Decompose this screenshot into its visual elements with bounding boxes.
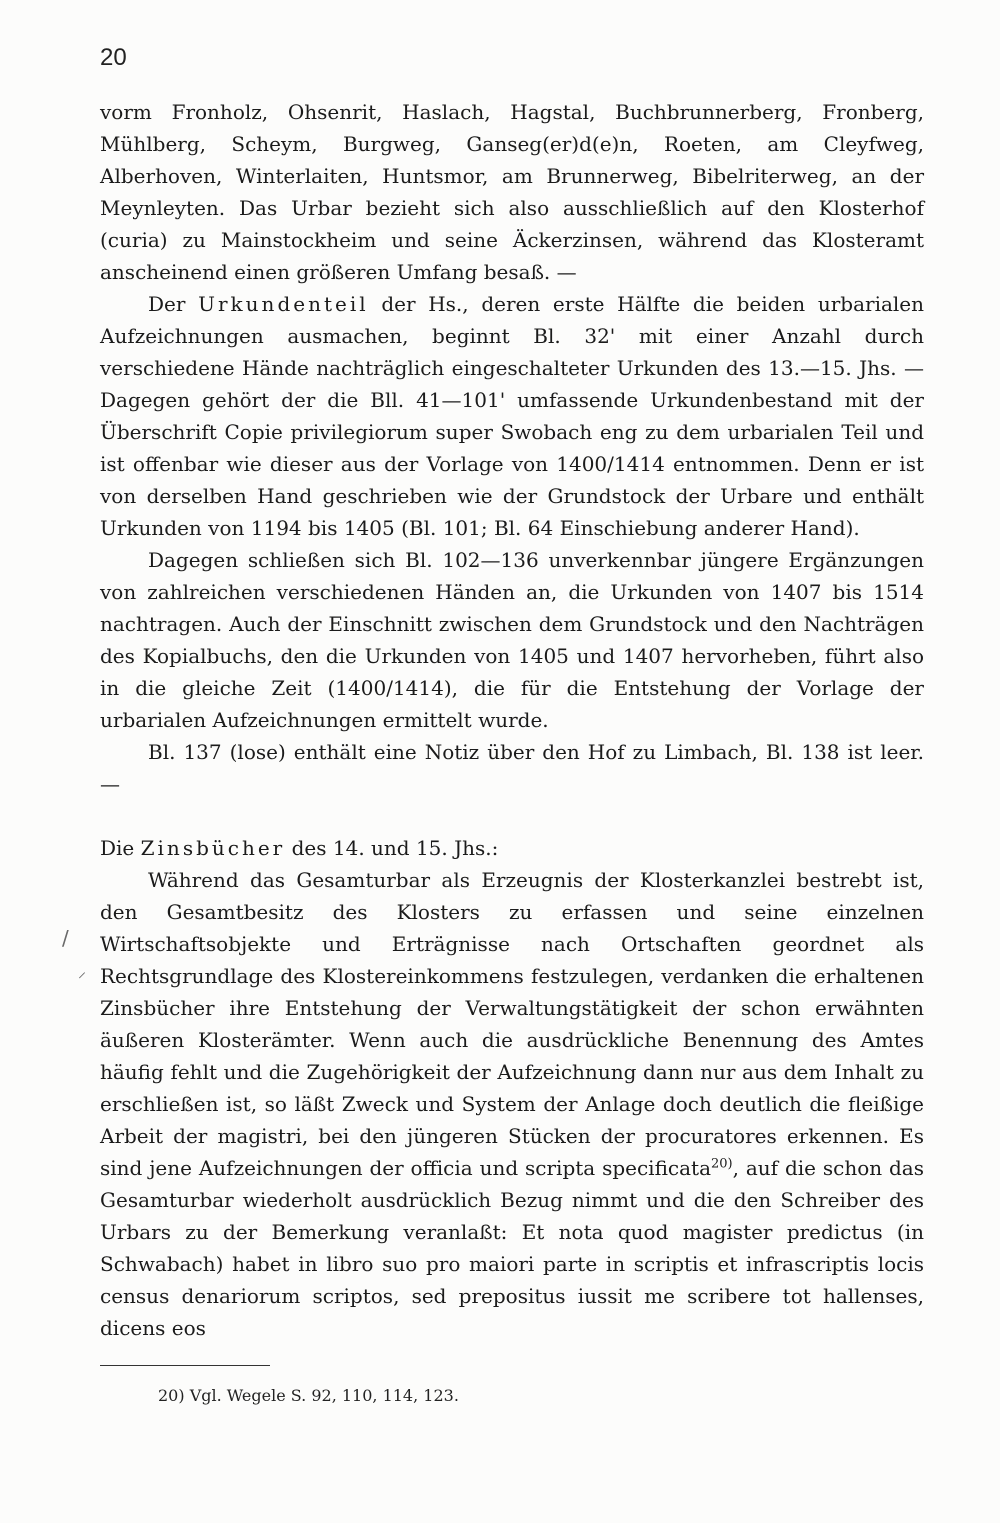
- body-text: [100, 96, 924, 1344]
- margin-pencil-mark: /: [62, 926, 69, 950]
- footnote-divider: [100, 1365, 270, 1366]
- paragraph: [100, 864, 924, 1344]
- paragraph-text: Während das Gesamturbar als Erzeugnis der Klosterkanzlei bestrebt ist, den Gesamtbesitz des Klosters zu erfassen und seine einzelnen Wirtschaftsobjekte und Erträgnisse nach Ortschaften geordnet als Rechtsgrundlage des Klostereinkommens festzulegen, verdanken die erhaltenen Zinsbücher ihre Entstehung der Verwaltungstätigkeit der schon erwähnten äußeren Klosterämter. Wenn auch die ausdrückliche Benennung des Amtes häufig fehlt und die Zugehörigkeit der Aufzeichnung dann nur aus dem Inhalt zu erschließen ist, so läßt Zweck und System der Anlage doch deutlich die fleißige Arbeit der magistri, bei den jüngeren Stücken der procuratores erkennen. Es sind jene Aufzeichnungen der officia und scripta specificata: [100, 868, 924, 1180]
- emphasized-term: Urkundenteil: [198, 292, 369, 316]
- paragraph-text: , auf die schon das Gesamturbar wiederholt ausdrücklich Bezug nimmt und die den Schreiber des Urbars zu der Bemerkung veranlaßt: Et nota quod magister predictus (in Schwabach) habet in libro suo pro maiori parte in scriptis et infrascriptis locis census denariorum scriptos, sed prepositus iussit me scribere tot hallenses, dicens eos: [100, 1156, 924, 1340]
- footnote-reference: 20): [711, 1156, 733, 1172]
- heading-rest: des 14. und 15. Jhs.:: [291, 836, 499, 860]
- margin-pencil-mark: ⸝: [78, 962, 87, 981]
- footnote: 20) Vgl. Wegele S. 92, 110, 114, 123.: [158, 1386, 459, 1405]
- heading-spaced-term: Zinsbücher: [140, 836, 286, 860]
- section-heading: [100, 832, 924, 864]
- heading-lead: Die: [100, 836, 135, 860]
- page-number: 20: [100, 44, 127, 71]
- paragraph-lead: Der: [148, 292, 186, 316]
- paragraph: Bl. 137 (lose) enthält eine Notiz über den Hof zu Limbach, Bl. 138 ist leer. —: [100, 740, 924, 796]
- paragraph-text: der Hs., deren erste Hälfte die beiden urbarialen Aufzeichnungen ausmachen, beginnt Bl. 32' mit einer Anzahl durch verschiedene Hände nachträglich eingeschalteter Urkunden des 13.—15. Jhs. — Dagegen gehört der die Bll. 41—101' umfassende Urkundenbestand mit der Überschrift Copie privilegiorum super Swobach eng zu dem urbarialen Teil und ist offenbar wie dieser aus der Vorlage von 1400/1414 entnommen. Denn er ist von derselben Hand geschrieben wie der Grundstock der Urbare und enthält Urkunden von 1194 bis 1405 (Bl. 101; Bl. 64 Einschiebung anderer Hand).: [100, 292, 925, 540]
- paragraph: vorm Fronholz, Ohsenrit, Haslach, Hagstal, Buchbrunnerberg, Fronberg, Mühlberg, Scheym, Burgweg, Ganseg(er)d(e)n, Roeten, am Cleyfweg, Alberhoven, Winterlaiten, Huntsmor, am Brunnerweg, Bibelriterweg, an der Meynleyten. Das Urbar bezieht sich also ausschließlich auf den Klosterhof (curia) zu Mainstockheim und seine Äckerzinsen, während das Klosteramt anscheinend einen größeren Umfang besaß. —: [100, 100, 924, 284]
- paragraph: [100, 288, 924, 544]
- paragraph: Dagegen schließen sich Bl. 102—136 unverkennbar jüngere Ergänzungen von zahlreichen verschiedenen Händen an, die Urkunden von 1407 bis 1514 nachtragen. Auch der Einschnitt zwischen dem Grundstock und den Nachträgen des Kopialbuchs, den die Urkunden von 1405 und 1407 hervorheben, führt also in die gleiche Zeit (1400/1414), die für die Entstehung der Vorlage der urbarialen Aufzeichnungen ermittelt wurde.: [100, 548, 924, 732]
